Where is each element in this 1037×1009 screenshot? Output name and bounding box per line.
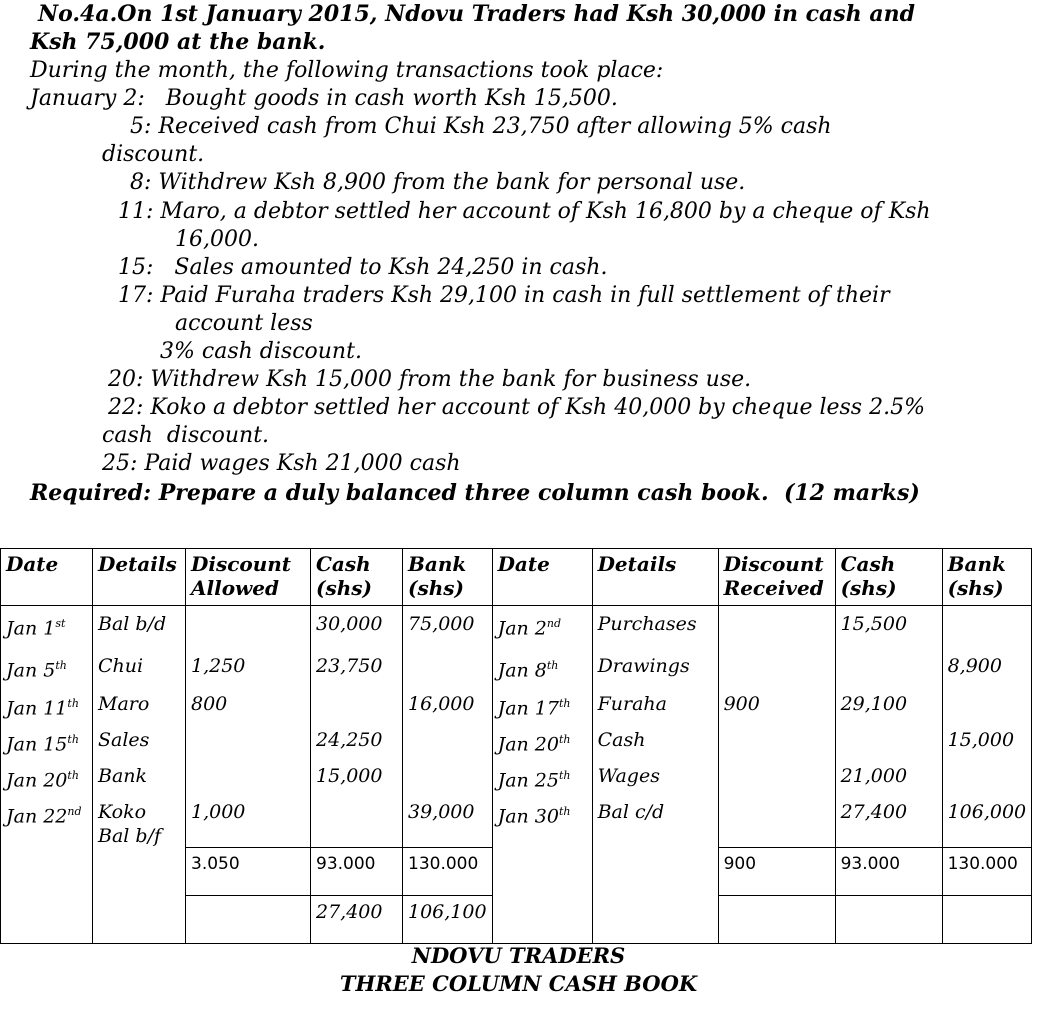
total-bank-credit: 130.000 — [942, 848, 1032, 896]
debit-details: Maro — [93, 686, 186, 722]
discount-received — [718, 648, 835, 686]
discount-allowed: 800 — [186, 686, 311, 722]
transaction-jan-11-cont: 16,000. — [175, 227, 259, 252]
discount-received — [718, 722, 835, 758]
credit-cash: 29,100 — [835, 686, 942, 722]
transaction-jan-5: 5: Received cash from Chui Ksh 23,750 after allowing 5% cash — [130, 114, 832, 139]
discount-received — [718, 606, 835, 648]
debit-cash — [311, 686, 403, 722]
header-cash: Cash (shs) — [311, 549, 403, 606]
debit-details: Bank — [93, 758, 186, 794]
debit-bank — [403, 648, 493, 686]
transaction-jan-11: 11: Maro, a debtor settled her account of Ksh 16,800 by a cheque of Ksh — [118, 199, 931, 224]
table-header-row — [1, 549, 1032, 606]
credit-cash — [835, 648, 942, 686]
footer-business-name: NDOVU TRADERS — [411, 943, 626, 968]
total-discount-allowed: 3.050 — [186, 848, 311, 896]
balance-empty — [718, 896, 835, 944]
credit-cash: 15,500 — [835, 606, 942, 648]
totals-empty — [592, 848, 718, 896]
credit-details: Wages — [592, 758, 718, 794]
row-details-extra: Bal b/f — [98, 824, 162, 847]
debit-bank — [403, 722, 493, 758]
totals-empty — [1, 848, 93, 896]
credit-details: Bal c/d — [592, 794, 718, 848]
debit-cash — [311, 794, 403, 848]
cash-book-table — [0, 548, 1032, 944]
table-row — [1, 794, 1032, 848]
discount-allowed: 1,000 — [186, 794, 311, 848]
debit-date: Jan 11th — [1, 686, 93, 722]
header-discount-received: Discount Received — [718, 549, 835, 606]
debit-date: Jan 5th — [1, 648, 93, 686]
discount-received: 900 — [718, 686, 835, 722]
credit-date: Jan 8th — [492, 648, 592, 686]
totals-empty — [492, 848, 592, 896]
debit-cash: 23,750 — [311, 648, 403, 686]
transaction-jan-22-cont: cash discount. — [102, 423, 270, 448]
debit-cash: 15,000 — [311, 758, 403, 794]
header-cash-credit: Cash (shs) — [835, 549, 942, 606]
transaction-jan-17-cont: account less — [175, 311, 313, 336]
credit-cash: 21,000 — [835, 758, 942, 794]
debit-date: Jan 15th — [1, 722, 93, 758]
debit-cash: 30,000 — [311, 606, 403, 648]
total-discount-received: 900 — [718, 848, 835, 896]
table-row — [1, 648, 1032, 686]
credit-bank: 8,900 — [942, 648, 1032, 686]
transaction-jan-17: 17: Paid Furaha traders Ksh 29,100 in cash in full settlement of their — [118, 283, 890, 308]
question-title-line-2: Ksh 75,000 at the bank. — [30, 29, 326, 55]
header-discount-allowed: Discount Allowed — [186, 549, 311, 606]
balance-empty — [835, 896, 942, 944]
total-cash-credit: 93.000 — [835, 848, 942, 896]
discount-received — [718, 758, 835, 794]
question-title-line-1: No.4a.On 1st January 2015, Ndovu Traders had Ksh 30,000 in cash and — [38, 1, 915, 27]
discount-allowed — [186, 606, 311, 648]
balance-empty — [492, 896, 592, 944]
debit-bank: 75,000 — [403, 606, 493, 648]
credit-date: Jan 20th — [492, 722, 592, 758]
credit-bank — [942, 686, 1032, 722]
credit-details: Furaha — [592, 686, 718, 722]
balance-empty — [592, 896, 718, 944]
total-bank-debit: 130.000 — [403, 848, 493, 896]
header-details-credit: Details — [592, 549, 718, 606]
credit-cash — [835, 722, 942, 758]
question-intro: During the month, the following transactions took place: — [30, 58, 664, 83]
balance-bf-row — [1, 896, 1032, 944]
table-row — [1, 606, 1032, 648]
debit-bank: 16,000 — [403, 686, 493, 722]
transaction-jan-5-cont: discount. — [102, 142, 205, 167]
credit-details: Cash — [592, 722, 718, 758]
debit-date: Jan 1st — [1, 606, 93, 648]
required-instruction: Required: Prepare a duly balanced three column cash book. (12 marks) — [30, 480, 920, 506]
transaction-jan-8: 8: Withdrew Ksh 8,900 from the bank for personal use. — [130, 170, 746, 195]
transaction-jan-22: 22: Koko a debtor settled her account of Ksh 40,000 by cheque less 2.5% — [108, 395, 925, 420]
header-date-credit: Date — [492, 549, 592, 606]
discount-received — [718, 794, 835, 848]
debit-cash: 24,250 — [311, 722, 403, 758]
credit-bank: 106,000 — [942, 794, 1032, 848]
totals-row — [1, 848, 1032, 896]
credit-details: Purchases — [592, 606, 718, 648]
balance-bf-bank: 106,100 — [403, 896, 493, 944]
transaction-jan-25: 25: Paid wages Ksh 21,000 cash — [102, 451, 461, 476]
debit-date: Jan 20th — [1, 758, 93, 794]
balance-bf-cash: 27,400 — [311, 896, 403, 944]
transaction-jan-17-cont-2: 3% cash discount. — [160, 339, 362, 364]
total-cash-debit: 93.000 — [311, 848, 403, 896]
credit-details: Drawings — [592, 648, 718, 686]
balance-empty — [186, 896, 311, 944]
credit-date: Jan 30th — [492, 794, 592, 848]
credit-date: Jan 17th — [492, 686, 592, 722]
transaction-jan-20: 20: Withdrew Ksh 15,000 from the bank for business use. — [108, 367, 752, 392]
debit-details: Sales — [93, 722, 186, 758]
table-row — [1, 758, 1032, 794]
totals-empty — [93, 848, 186, 896]
credit-date: Jan 25th — [492, 758, 592, 794]
table-row — [1, 686, 1032, 722]
debit-details: Bal b/d — [93, 606, 186, 648]
balance-empty — [1, 896, 93, 944]
footer-book-title: THREE COLUMN CASH BOOK — [339, 971, 698, 996]
debit-details: Chui — [93, 648, 186, 686]
discount-allowed — [186, 722, 311, 758]
header-bank-credit: Bank (shs) — [942, 549, 1032, 606]
credit-date: Jan 2nd — [492, 606, 592, 648]
discount-allowed — [186, 758, 311, 794]
credit-bank — [942, 606, 1032, 648]
balance-empty — [93, 896, 186, 944]
debit-date: Jan 22nd — [1, 794, 93, 848]
transaction-jan-15: 15: Sales amounted to Ksh 24,250 in cash. — [118, 255, 608, 280]
credit-bank — [942, 758, 1032, 794]
credit-bank: 15,000 — [942, 722, 1032, 758]
table-row — [1, 722, 1032, 758]
header-bank: Bank (shs) — [403, 549, 493, 606]
header-date: Date — [1, 549, 93, 606]
debit-bank: 39,000 — [403, 794, 493, 848]
header-details: Details — [93, 549, 186, 606]
credit-cash: 27,400 — [835, 794, 942, 848]
transaction-jan-2: January 2: Bought goods in cash worth Ksh 15,500. — [30, 86, 618, 111]
discount-allowed: 1,250 — [186, 648, 311, 686]
balance-empty — [942, 896, 1032, 944]
debit-details: Koko Bal b/f — [93, 794, 186, 848]
debit-bank — [403, 758, 493, 794]
